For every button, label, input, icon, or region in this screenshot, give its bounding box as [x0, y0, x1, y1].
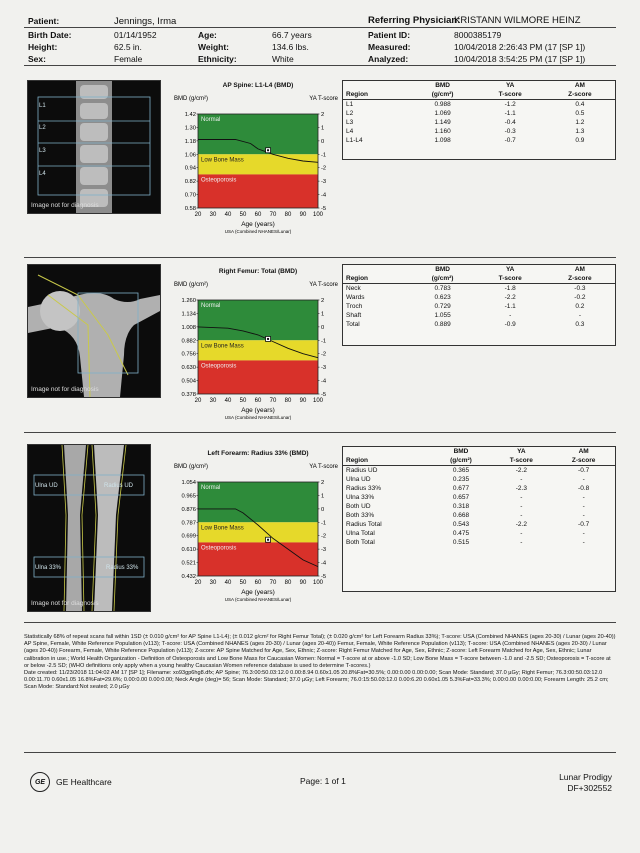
x-tick-label: 40	[224, 398, 232, 404]
age-value: 66.7 years	[272, 30, 312, 40]
t-tick-label: -4	[321, 192, 327, 199]
y-axis-label-right: YA T-score	[309, 464, 338, 470]
table-cell: 1.069	[434, 110, 451, 117]
x-tick-label: 20	[194, 212, 202, 218]
table-cell: -0.2	[574, 294, 586, 301]
table-cell: 0.677	[452, 485, 470, 492]
y-tick-label: 0.432	[181, 574, 196, 580]
zone-label: Osteoporosis	[201, 177, 237, 184]
table-row	[343, 109, 615, 118]
table-cell: Ulna 33%	[346, 494, 375, 501]
x-tick-label: 90	[299, 398, 307, 404]
ge-logo-icon: GE	[30, 772, 50, 792]
x-tick-label: 80	[284, 212, 292, 218]
t-tick-label: -1	[321, 520, 327, 527]
table-cell: -	[582, 530, 585, 537]
footnote-paragraph-2: Date created: 11/23/2018 11:04:02 AM 17 [SP 1]; Filename: xo93gp6hg8.dfx; AP Spine; 76.3:00:50.03:12.0 0.00:8.94 0.60x1.05 20.8%Fat=30.5%; 0.00:0.00 0.00:0.00; Scan Mode: Standard; 37.0 µGy; Right Femur; 76.3:00:50.03:12.0 0.00:11.70 0.60x1.05 16.8%Fat=29.6%; 0.00:0.00 0.00:0.00; Neck Angle (deg)= 56; Scan Mode: Standard; 37.0 µGy; Left Forearm; 76.0:15:50.03:12.0 0.00:6.20 0.60x1.05 5.3%Fat=33.3%; 0.00:0.00 0.00:0.00; Forearm Length: 25.2 cm; Scan Mode: Standard:Not seated; 2.0 µGy	[24, 670, 609, 691]
ethnicity-label: Ethnicity:	[198, 54, 237, 64]
x-tick-label: 80	[284, 398, 292, 404]
table-cell: 0.668	[452, 512, 470, 519]
t-tick-label: -5	[321, 392, 327, 398]
spine-roi-l1: L1	[39, 103, 46, 109]
height-value: 62.5 in.	[114, 42, 142, 52]
table-cell: -0.7	[578, 521, 590, 528]
y-tick-label: 0.965	[181, 493, 196, 500]
table-cell: -2.2	[504, 294, 516, 301]
table-cell: 0.318	[452, 503, 470, 510]
femur-scan-graphic	[28, 265, 160, 397]
table-cell: 0.515	[452, 539, 470, 546]
table-header-cell	[343, 265, 410, 274]
footer-rule	[24, 752, 616, 753]
femur-chart	[172, 276, 340, 426]
table-cell: Troch	[346, 303, 363, 310]
spine-chart-title: AP Spine: L1-L4 (BMD)	[222, 82, 294, 89]
table-header-cell: BMD	[435, 266, 450, 273]
x-tick-label: 90	[299, 580, 307, 586]
femur-results-table	[342, 264, 616, 346]
x-tick-label: 70	[269, 580, 277, 586]
t-tick-label: -2	[321, 165, 327, 172]
table-cell: 1.149	[434, 119, 451, 126]
x-tick-label: 100	[312, 398, 324, 404]
table-cell: Total	[346, 321, 360, 328]
zone-label: Low Bone Mass	[201, 343, 244, 350]
table-cell: -0.9	[504, 321, 516, 328]
table-header-cell: T-score	[498, 275, 522, 282]
height-label: Height:	[28, 42, 58, 52]
table-header-cell: Z-score	[571, 457, 596, 464]
zone-label: Normal	[201, 117, 221, 123]
t-tick-label: -1	[321, 152, 327, 159]
forearm-roi-radius-ud: Radius UD	[104, 483, 134, 489]
table-row	[343, 136, 615, 145]
table-cell: -	[520, 503, 523, 510]
spine-chart	[172, 90, 340, 250]
table-cell: Radius Total	[346, 521, 382, 528]
table-cell: -	[520, 476, 523, 483]
spine-roi-l2: L2	[39, 125, 46, 131]
table-header-cell: Z-score	[568, 275, 592, 282]
section-rule-1	[24, 257, 616, 258]
table-row	[343, 520, 615, 529]
table-row	[343, 529, 615, 538]
t-tick-label: 0	[321, 506, 325, 513]
table-row	[343, 100, 615, 110]
t-tick-label: -1	[321, 338, 327, 345]
table-cell: 0.988	[434, 101, 451, 108]
table-cell: 0.783	[434, 285, 451, 292]
table-cell: 1.098	[434, 137, 451, 144]
table-cell: 0.889	[434, 321, 451, 328]
table-cell: -1.8	[504, 285, 516, 292]
patient-id-label: Patient ID:	[368, 30, 411, 40]
zone-label: Low Bone Mass	[201, 525, 244, 532]
table-header-row	[343, 90, 615, 100]
x-axis-label: Age (years)	[241, 221, 275, 228]
table-cell: Both 33%	[346, 512, 375, 519]
table-header-cell: AM	[574, 82, 585, 89]
table-header-cell: T-score	[498, 91, 522, 98]
table-row	[343, 320, 615, 329]
x-tick-label: 50	[239, 580, 247, 586]
x-tick-label: 70	[269, 212, 277, 218]
patient-marker-dot	[267, 539, 269, 541]
y-tick-label: 0.699	[181, 533, 196, 540]
zone-label: Normal	[201, 303, 221, 309]
x-tick-label: 70	[269, 398, 277, 404]
x-tick-label: 40	[224, 580, 232, 586]
table-header-row	[343, 447, 615, 456]
y-tick-label: 0.70	[184, 192, 196, 199]
table-cell: 0.365	[452, 467, 470, 474]
t-tick-label: -5	[321, 574, 327, 580]
weight-value: 134.6 lbs.	[272, 42, 309, 52]
header-rule	[24, 27, 616, 28]
patient-name: Jennings, Irma	[114, 16, 177, 27]
table-cell: 0.475	[452, 530, 470, 537]
table-cell: -	[509, 312, 512, 319]
table-cell: -	[520, 512, 523, 519]
table-cell: 0.3	[575, 321, 585, 328]
spine-scan-image	[27, 80, 161, 214]
statistics-footnote	[24, 634, 616, 692]
x-tick-label: 50	[239, 212, 247, 218]
table-header-row	[343, 81, 615, 90]
table-header-cell: BMD	[435, 82, 450, 89]
table-cell: 0.5	[575, 110, 585, 117]
table-row	[343, 502, 615, 511]
table-cell: -	[582, 476, 585, 483]
table-cell: -0.7	[578, 467, 590, 474]
zone-label: Osteoporosis	[201, 363, 237, 370]
x-tick-label: 60	[254, 212, 262, 218]
sex-value: Female	[114, 54, 143, 64]
y-tick-label: 0.94	[184, 165, 196, 172]
table-header-row	[343, 456, 615, 466]
y-tick-label: 0.58	[184, 206, 196, 212]
y-axis-label-left: BMD (g/cm²)	[174, 96, 208, 102]
table-cell: 0.623	[434, 294, 451, 301]
table-row	[343, 466, 615, 476]
table-cell: -2.2	[515, 521, 527, 528]
table-header-cell: AM	[574, 266, 585, 273]
table-header-cell	[343, 447, 432, 456]
forearm-scan-image	[27, 444, 151, 612]
t-tick-label: -3	[321, 547, 327, 554]
t-tick-label: 2	[321, 112, 325, 118]
table-row	[343, 484, 615, 493]
t-tick-label: 0	[321, 138, 325, 145]
reference-label: USA (Combined NHANES/Lunar)	[224, 415, 292, 420]
table-cell: 1.2	[575, 119, 585, 126]
table-cell: 0.2	[575, 303, 585, 310]
patient-marker-dot	[267, 338, 269, 340]
forearm-chart-title: Left Forearm: Radius 33% (BMD)	[207, 450, 309, 457]
table-cell: -1.1	[504, 303, 516, 310]
analyzed-value: 10/04/2018 3:54:25 PM (17 [SP 1])	[454, 54, 586, 64]
femur-chart-title: Right Femur: Total (BMD)	[218, 268, 298, 275]
forearm-results-table	[342, 446, 616, 592]
t-tick-label: 2	[321, 298, 325, 304]
patient-marker-dot	[267, 149, 269, 151]
table-row	[343, 538, 615, 547]
y-tick-label: 1.30	[184, 125, 196, 132]
table-cell: -1.1	[504, 110, 516, 117]
t-tick-label: -4	[321, 378, 327, 385]
y-tick-label: 1.134	[181, 311, 196, 318]
reference-label: USA (Combined NHANES/Lunar)	[224, 229, 292, 234]
age-label: Age:	[198, 30, 217, 40]
x-tick-label: 30	[209, 212, 217, 218]
table-header-row	[343, 265, 615, 274]
table-cell: 0.235	[452, 476, 470, 483]
table-cell: 0.9	[575, 137, 585, 144]
table-row	[343, 127, 615, 136]
table-cell: Neck	[346, 285, 361, 292]
device-name: Lunar Prodigy	[559, 772, 612, 782]
table-cell: -	[520, 530, 523, 537]
table-cell: -0.8	[578, 485, 590, 492]
brand-name: GE Healthcare	[56, 777, 112, 787]
x-tick-label: 20	[194, 398, 202, 404]
table-cell: 0.657	[452, 494, 470, 501]
y-tick-label: 0.82	[184, 179, 196, 186]
y-tick-label: 1.42	[184, 112, 196, 118]
birth-date-value: 01/14/1952	[114, 30, 157, 40]
table-row	[343, 311, 615, 320]
table-cell: -	[520, 539, 523, 546]
table-header-cell: YA	[505, 266, 515, 273]
t-tick-label: -3	[321, 365, 327, 372]
x-tick-label: 30	[209, 398, 217, 404]
x-axis-label: Age (years)	[241, 589, 275, 596]
forearm-roi-ulna-ud: Ulna UD	[35, 483, 58, 489]
table-cell: -0.4	[504, 119, 516, 126]
device-info	[559, 772, 612, 794]
table-header-cell: Region	[346, 275, 369, 282]
x-tick-label: 20	[194, 580, 202, 586]
table-cell: -2.3	[515, 485, 527, 492]
zone-label: Normal	[201, 485, 221, 491]
t-tick-label: 1	[321, 311, 325, 318]
table-cell: -2.2	[515, 467, 527, 474]
table-cell: -	[582, 503, 585, 510]
table-cell: -0.3	[574, 285, 586, 292]
reference-label: USA (Combined NHANES/Lunar)	[224, 597, 292, 602]
t-tick-label: -2	[321, 351, 327, 358]
measured-value: 10/04/2018 2:26:43 PM (17 [SP 1])	[454, 42, 586, 52]
table-header-cell: Z-score	[568, 91, 592, 98]
device-serial: DF+302552	[567, 783, 612, 793]
y-axis-label-left: BMD (g/cm²)	[174, 282, 208, 288]
table-cell: L2	[346, 110, 354, 117]
table-cell: 1.160	[434, 128, 451, 135]
table-header-cell: YA	[505, 82, 515, 89]
table-header-cell: AM	[578, 448, 589, 455]
forearm-scan-note: Image not for diagnosis	[31, 600, 99, 607]
table-cell: -0.3	[504, 128, 516, 135]
table-header-cell: (g/cm²)	[431, 275, 454, 282]
patient-id-value: 8000385179	[454, 30, 502, 40]
table-cell: Both UD	[346, 503, 371, 510]
table-cell: 0.4	[575, 101, 585, 108]
forearm-scan-graphic	[28, 445, 150, 611]
table-cell: Ulna UD	[346, 476, 371, 483]
table-cell: 1.3	[575, 128, 585, 135]
table-cell: Ulna Total	[346, 530, 375, 537]
table-cell: L3	[346, 119, 354, 126]
table-header-cell: (g/cm²)	[431, 91, 454, 98]
femur-scan-image	[27, 264, 161, 398]
table-cell: L1-L4	[346, 137, 363, 144]
t-tick-label: 1	[321, 493, 325, 500]
y-tick-label: 0.876	[181, 506, 196, 513]
t-tick-label: -3	[321, 179, 327, 186]
section-rule-3	[24, 622, 616, 623]
referring-physician-label: Referring Physician:	[368, 15, 461, 26]
zone-label: Low Bone Mass	[201, 157, 244, 164]
table-header-cell: Region	[346, 91, 369, 98]
ethnicity-value: White	[272, 54, 294, 64]
forearm-roi-radius-33: Radius 33%	[106, 565, 139, 571]
table-header-cell	[343, 81, 410, 90]
spine-roi-l3: L3	[39, 148, 46, 154]
table-row	[343, 293, 615, 302]
page-number: Page: 1 of 1	[300, 776, 346, 786]
table-header-cell: Region	[346, 457, 369, 464]
x-tick-label: 30	[209, 580, 217, 586]
brand	[30, 772, 112, 792]
section-rule-2	[24, 432, 616, 433]
zone-label: Osteoporosis	[201, 545, 237, 552]
table-cell: -1.2	[504, 101, 516, 108]
y-axis-label-left: BMD (g/cm²)	[174, 464, 208, 470]
x-tick-label: 60	[254, 580, 262, 586]
analyzed-label: Analyzed:	[368, 54, 409, 64]
table-header-cell: T-score	[509, 457, 533, 464]
header-rule-bottom	[24, 65, 616, 66]
x-tick-label: 60	[254, 398, 262, 404]
table-cell: L1	[346, 101, 354, 108]
t-tick-label: 2	[321, 480, 325, 486]
table-row	[343, 475, 615, 484]
y-tick-label: 0.610	[181, 547, 196, 554]
patient-label: Patient:	[28, 16, 60, 26]
femur-scan-note: Image not for diagnosis	[31, 386, 99, 393]
birth-date-label: Birth Date:	[28, 30, 72, 40]
spine-results-table	[342, 80, 616, 160]
weight-label: Weight:	[198, 42, 230, 52]
table-cell: Shaft	[346, 312, 362, 319]
table-cell: -	[582, 494, 585, 501]
t-tick-label: -4	[321, 560, 327, 567]
table-header-cell: (g/cm²)	[450, 457, 472, 464]
table-row	[343, 284, 615, 294]
table-header-row	[343, 274, 615, 284]
x-tick-label: 80	[284, 580, 292, 586]
t-tick-label: 0	[321, 324, 325, 331]
table-cell: -	[520, 494, 523, 501]
y-tick-label: 1.06	[184, 152, 196, 159]
table-row	[343, 302, 615, 311]
table-row	[343, 493, 615, 502]
spine-scan-graphic	[28, 81, 160, 213]
t-tick-label: -2	[321, 533, 327, 540]
t-tick-label: -5	[321, 206, 327, 212]
spine-roi-l4: L4	[39, 171, 46, 177]
table-cell: 0.729	[434, 303, 451, 310]
x-tick-label: 50	[239, 398, 247, 404]
spine-scan-note: Image not for diagnosis	[31, 202, 99, 209]
table-cell: -	[582, 539, 585, 546]
y-tick-label: 0.756	[181, 351, 196, 358]
table-cell: -	[582, 512, 585, 519]
table-cell: Radius UD	[346, 467, 378, 474]
table-cell: Both Total	[346, 539, 375, 546]
y-tick-label: 1.054	[181, 480, 196, 486]
table-cell: 0.543	[452, 521, 470, 528]
x-axis-label: Age (years)	[241, 407, 275, 414]
y-tick-label: 0.882	[181, 338, 196, 345]
y-axis-label-right: YA T-score	[309, 96, 338, 102]
footnote-paragraph-1: Statistically 68% of repeat scans fall within 1SD (± 0.010 g/cm² for AP Spine L1-L4); (± 0.012 g/cm² for Right Femur Total); (± 0.020 g/cm² for Left Forearm Radius 33%); T-score: USA (Combined NHANES (ages 20-30) / Lunar (ages 20-40)) AP Spine, Female, White Reference Population (v113); T-score: USA (Combined NHANES (ages 20-30) / Lunar (ages 20-40)) Femur, Female, White Reference Population (v113); T-score: USA (Combined NHANES (ages 20-30) / Lunar (ages 20-40)) Forearm, Female, White Reference Population (v113); Z-score: AP Spine Matched for Age, Sex, Ethnic; Z-score: Right Femur Matched for Age, Sex, Ethnic; Z-score: Left Forearm Matched for Age, Sex, Ethnic; Lunar calibration in use.; World Health Organization - Definition of Osteoporosis and Low Bone Mass for Caucasian Women: Normal = T-score at or above -1.0 SD; Low Bone Mass = T-score between -1.0 and -2.5 SD; Osteoporosis = T-score at or below -2.5 SD; (WHO definitions only apply when a young healthy Caucasian Women reference database is used to determine T-scores.)	[24, 634, 616, 669]
x-tick-label: 100	[312, 212, 324, 218]
y-tick-label: 1.260	[181, 298, 196, 304]
x-tick-label: 100	[312, 580, 324, 586]
y-tick-label: 1.008	[181, 324, 196, 331]
table-cell: 1.055	[434, 312, 451, 319]
table-cell: Radius 33%	[346, 485, 382, 492]
table-row	[343, 511, 615, 520]
y-tick-label: 1.18	[184, 138, 196, 145]
y-tick-label: 0.787	[181, 520, 196, 527]
y-tick-label: 0.504	[181, 378, 196, 385]
table-cell: L4	[346, 128, 354, 135]
forearm-chart	[172, 458, 340, 614]
y-tick-label: 0.378	[181, 392, 196, 398]
table-cell: Wards	[346, 294, 365, 301]
sex-label: Sex:	[28, 54, 46, 64]
y-tick-label: 0.521	[181, 560, 196, 567]
x-tick-label: 90	[299, 212, 307, 218]
measured-label: Measured:	[368, 42, 411, 52]
x-tick-label: 40	[224, 212, 232, 218]
table-header-cell: BMD	[453, 448, 469, 455]
table-cell: -	[578, 312, 581, 319]
t-tick-label: 1	[321, 125, 325, 132]
table-cell: -0.7	[504, 137, 516, 144]
referring-physician-name: KRISTANN WILMORE HEINZ	[454, 15, 581, 26]
table-header-cell: YA	[517, 448, 526, 455]
y-axis-label-right: YA T-score	[309, 282, 338, 288]
y-tick-label: 0.630	[181, 365, 196, 372]
forearm-roi-ulna-33: Ulna 33%	[35, 565, 62, 571]
table-row	[343, 118, 615, 127]
